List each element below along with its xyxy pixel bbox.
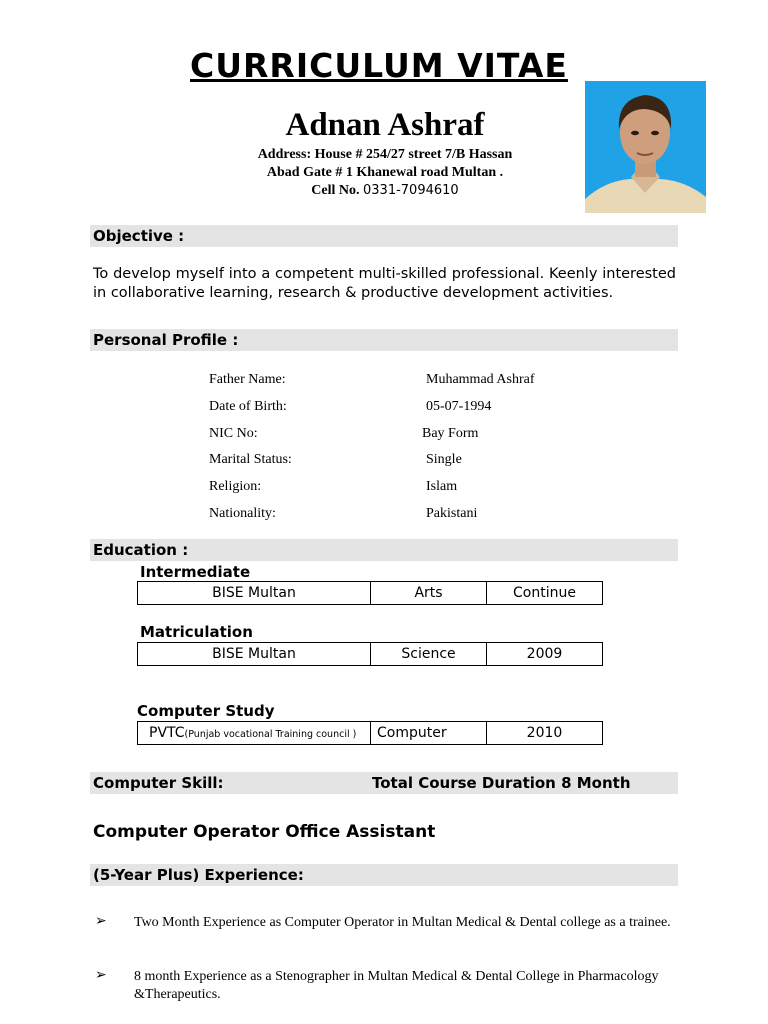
- education-board: BISE Multan: [138, 582, 371, 605]
- computer-skill-heading: Computer Skill:: [93, 774, 224, 792]
- education-subject: Science: [371, 643, 487, 666]
- profile-value-marital-status: Single: [426, 452, 462, 467]
- profile-value-dob: 05-07-1994: [426, 399, 492, 414]
- education-subject: Arts: [371, 582, 487, 605]
- experience-item: 8 month Experience as a Stenographer in Multan Medical & Dental College in Pharmacology &Therapeutics.: [134, 969, 659, 1002]
- personal-profile-section-header: [90, 329, 678, 351]
- education-title-computer-study: Computer Study: [137, 702, 275, 720]
- education-section-header: [90, 539, 678, 561]
- profile-label-dob: Date of Birth:: [209, 399, 287, 414]
- education-heading: Education :: [93, 541, 189, 559]
- experience-section-header: [90, 864, 678, 886]
- education-board: BISE Multan: [138, 643, 371, 666]
- objective-text: To develop myself into a competent multi-skilled professional. Keenly interested in collaborative learning, research & productive development activities.: [93, 266, 676, 301]
- profile-photo: [585, 81, 706, 213]
- education-table-matriculation: [137, 642, 603, 666]
- education-table-intermediate: [137, 581, 603, 605]
- education-title-intermediate: Intermediate: [140, 563, 251, 581]
- profile-value-religion: Islam: [426, 479, 458, 494]
- address-line-2: Abad Gate # 1 Khanewal road Multan .: [266, 165, 504, 180]
- table-row: [138, 643, 603, 666]
- experience-heading: (5-Year Plus) Experience:: [93, 866, 304, 884]
- table-row: [138, 722, 603, 745]
- table-row: [138, 582, 603, 605]
- bullet-arrow-icon: ➢: [95, 968, 107, 983]
- course-duration: Total Course Duration 8 Month: [372, 774, 631, 792]
- profile-value-father-name: Muhammad Ashraf: [426, 372, 535, 387]
- education-year: Continue: [487, 582, 603, 605]
- profile-label-father-name: Father Name:: [209, 372, 286, 387]
- objective-heading: Objective :: [93, 227, 185, 245]
- education-year: 2010: [487, 722, 603, 745]
- education-board-note: (Punjab vocational Training council ): [184, 729, 357, 740]
- profile-label-nic: NIC No:: [209, 426, 258, 441]
- candidate-name: Adnan Ashraf: [285, 107, 485, 143]
- education-board-name: PVTC: [149, 725, 185, 741]
- profile-label-marital-status: Marital Status:: [209, 452, 292, 467]
- computer-skill-section-header: [90, 772, 678, 794]
- objective-section-header: [90, 225, 678, 247]
- role-heading: Computer Operator Office Assistant: [93, 822, 436, 842]
- address-line-1: Address: House # 254/27 street 7/B Hassan: [257, 147, 513, 162]
- personal-profile-heading: Personal Profile :: [93, 331, 239, 349]
- document-title: CURRICULUM VITAE: [190, 46, 568, 85]
- cell-label: Cell No.: [311, 183, 360, 198]
- education-table-computer-study: [137, 721, 603, 745]
- profile-value-nationality: Pakistani: [426, 506, 478, 521]
- profile-label-nationality: Nationality:: [209, 506, 276, 521]
- profile-label-religion: Religion:: [209, 479, 262, 494]
- bullet-arrow-icon: ➢: [95, 914, 107, 929]
- cell-value: 0331-7094610: [363, 183, 459, 198]
- education-year: 2009: [487, 643, 603, 666]
- education-subject: Computer: [371, 722, 487, 745]
- education-title-matriculation: Matriculation: [140, 623, 253, 641]
- experience-item: Two Month Experience as Computer Operator in Multan Medical & Dental college as a trainee.: [134, 915, 671, 930]
- profile-value-nic: Bay Form: [422, 426, 479, 441]
- cell-number: [200, 182, 570, 200]
- education-board: [138, 722, 371, 745]
